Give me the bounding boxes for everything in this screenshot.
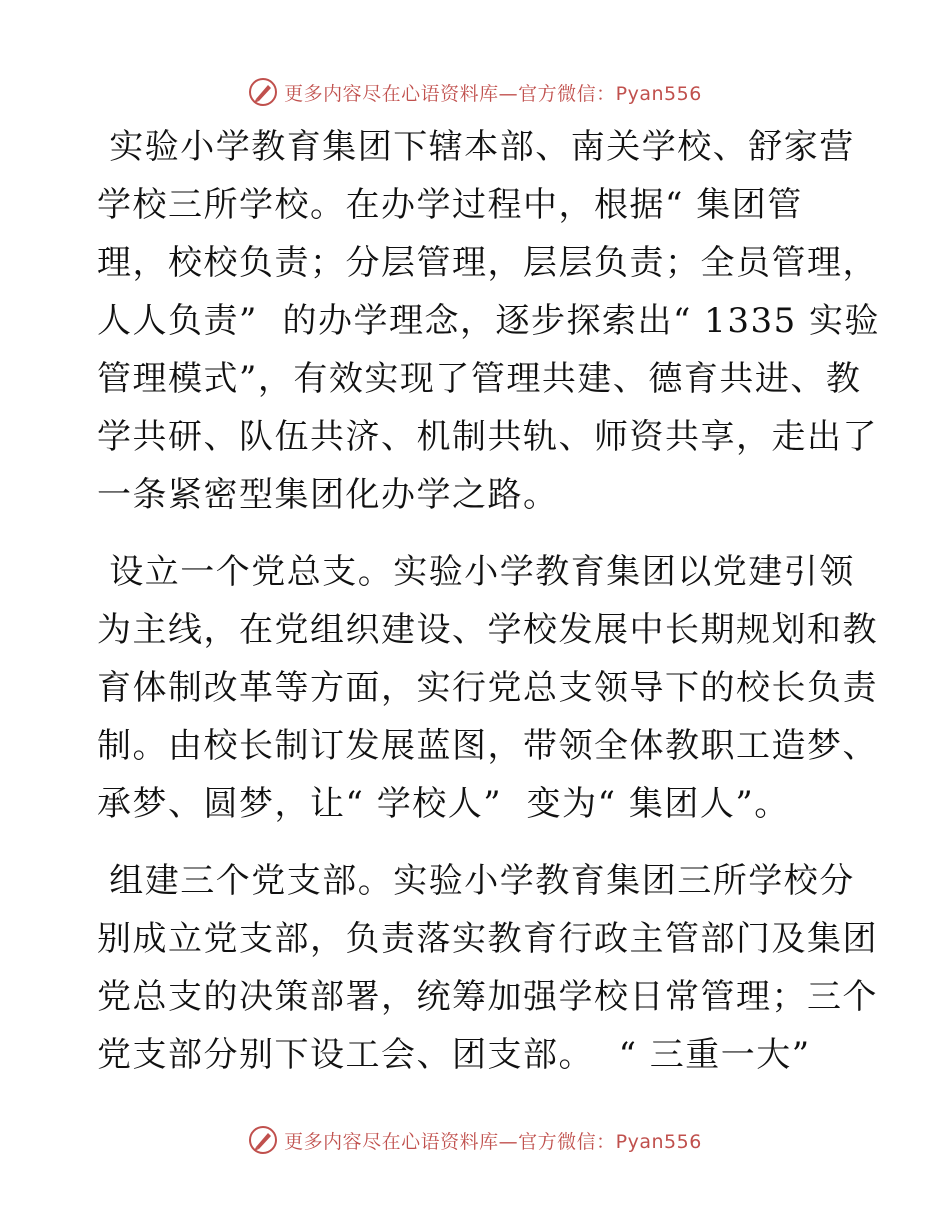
text-line: 党支部分别下设工会、团支部。 “ 三重一大” xyxy=(97,1035,811,1075)
text-line: 设立一个党总支。实验小学教育集团以党建引领 xyxy=(97,552,855,592)
text-line: 管理模式”，有效实现了管理共建、德育共进、教 xyxy=(97,359,862,399)
quill-logo-icon xyxy=(248,77,278,107)
text-line: 实验小学教育集团下辖本部、南关学校、舒家营 xyxy=(97,127,855,167)
text-line: 人人负责” 的办学理念，逐步探索出“ 1335 实验 xyxy=(97,301,881,341)
text-line: 育体制改革等方面，实行党总支领导下的校长负责 xyxy=(97,668,878,708)
header-watermark xyxy=(0,72,950,112)
text-line: 一条紧密型集团化办学之路。 xyxy=(97,475,559,515)
quill-logo-icon xyxy=(248,1125,278,1155)
text-line: 为主线，在党组织建设、学校发展中长期规划和教 xyxy=(97,610,878,650)
text-line: 制。由校长制订发展蓝图，带领全体教职工造梦、 xyxy=(97,726,878,766)
text-line: 别成立党支部，负责落实教育行政主管部门及集团 xyxy=(97,919,878,959)
text-line: 承梦、圆梦，让“ 学校人” 变为“ 集团人”。 xyxy=(97,784,790,824)
text-line: 学校三所学校。在办学过程中，根据“ 集团管 xyxy=(97,185,803,225)
text-line: 理，校校负责；分层管理，层层负责；全员管理， xyxy=(97,243,878,283)
footer-watermark xyxy=(0,1120,950,1160)
watermark-text: 更多内容尽在心语资料库—官方微信：Pyan556 xyxy=(284,82,702,105)
text-line: 党总支的决策部署，统筹加强学校日常管理；三个 xyxy=(97,977,878,1017)
text-line: 组建三个党支部。实验小学教育集团三所学校分 xyxy=(97,861,855,901)
text-line: 学共研、队伍共济、机制共轨、师资共享，走出了 xyxy=(97,417,878,457)
watermark-text: 更多内容尽在心语资料库—官方微信：Pyan556 xyxy=(284,1130,702,1153)
